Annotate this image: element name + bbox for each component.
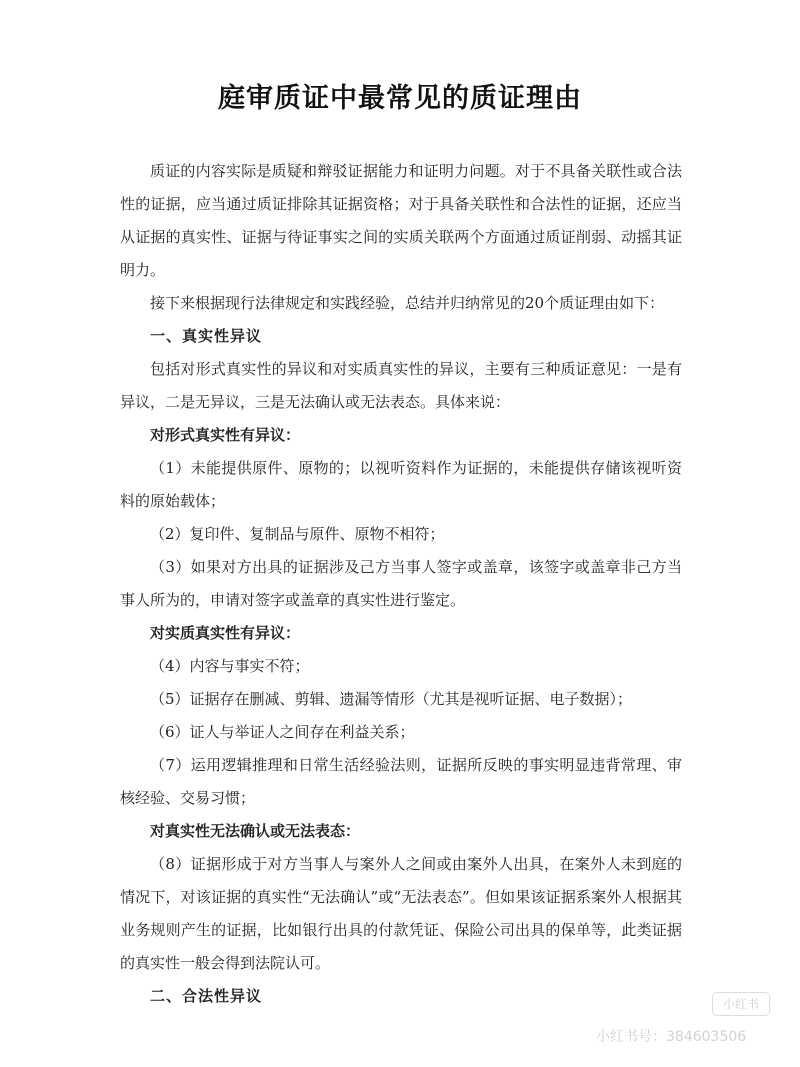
subheading-formal-authenticity: 对形式真实性有异议： <box>150 426 301 444</box>
list-item-3: （3）如果对方出具的证据涉及己方当事人签字或盖章，该签字或盖章非己方当事人所为的，申请对签字或盖章的真实性进行鉴定。 <box>120 558 682 609</box>
intro-paragraph-1: 质证的内容实际是质疑和辩驳证据能力和证明力问题。对于不具备关联性或合法性的证据，应当通过质证排除其证据资格；对于具备关联性和合法性的证据，还应当从证据的真实性、证据与待证事实之间的实质关联两个方面通过质证削弱、动摇其证明力。 <box>120 162 682 279</box>
subheading-unconfirmable: 对真实性无法确认或无法表态： <box>150 822 361 840</box>
watermark-text: 小红书号：384603506 <box>596 1029 747 1045</box>
list-item-8: （8）证据形成于对方当事人与案外人之间或由案外人出具，在案外人未到庭的情况下，对该证据的真实性“无法确认”或“无法表态”。但如果该证据系案外人根据其业务规则产生的证据，比如银行出具的付款凭证、保险公司出具的保单等，此类证据的真实性一般会得到法院认可。 <box>120 855 682 972</box>
section-heading-authenticity: 一、真实性异议 <box>150 327 263 345</box>
list-item-6: （6）证人与举证人之间存在利益关系； <box>150 723 415 741</box>
subheading-substantive-authenticity: 对实质真实性有异议： <box>150 624 301 642</box>
list-item-1: （1）未能提供原件、原物的；以视听资料作为证据的，未能提供存储该视听资料的原始载体； <box>120 459 682 510</box>
intro-paragraph-2: 接下来根据现行法律规定和实践经验，总结并归纳常见的20个质证理由如下： <box>150 294 665 312</box>
section-intro-authenticity: 包括对形式真实性的异议和对实质真实性的异议，主要有三种质证意见：一是有异议，二是无异议，三是无法确认或无法表态。具体来说： <box>120 360 682 411</box>
list-item-5: （5）证据存在删减、剪辑、遗漏等情形（尤其是视听证据、电子数据）； <box>150 690 633 708</box>
document-title: 庭审质证中最常见的质证理由 <box>218 83 582 114</box>
list-item-7: （7）运用逻辑推理和日常生活经验法则，证据所反映的事实明显违背常理、审核经验、交易习惯； <box>120 756 682 807</box>
list-item-4: （4）内容与事实不符； <box>150 657 310 675</box>
section-heading-legality: 二、合法性异议 <box>150 987 263 1005</box>
watermark-logo: 小红书 <box>712 992 770 1016</box>
list-item-2: （2）复印件、复制品与原件、原物不相符； <box>150 525 445 543</box>
document-body <box>120 155 682 1013</box>
